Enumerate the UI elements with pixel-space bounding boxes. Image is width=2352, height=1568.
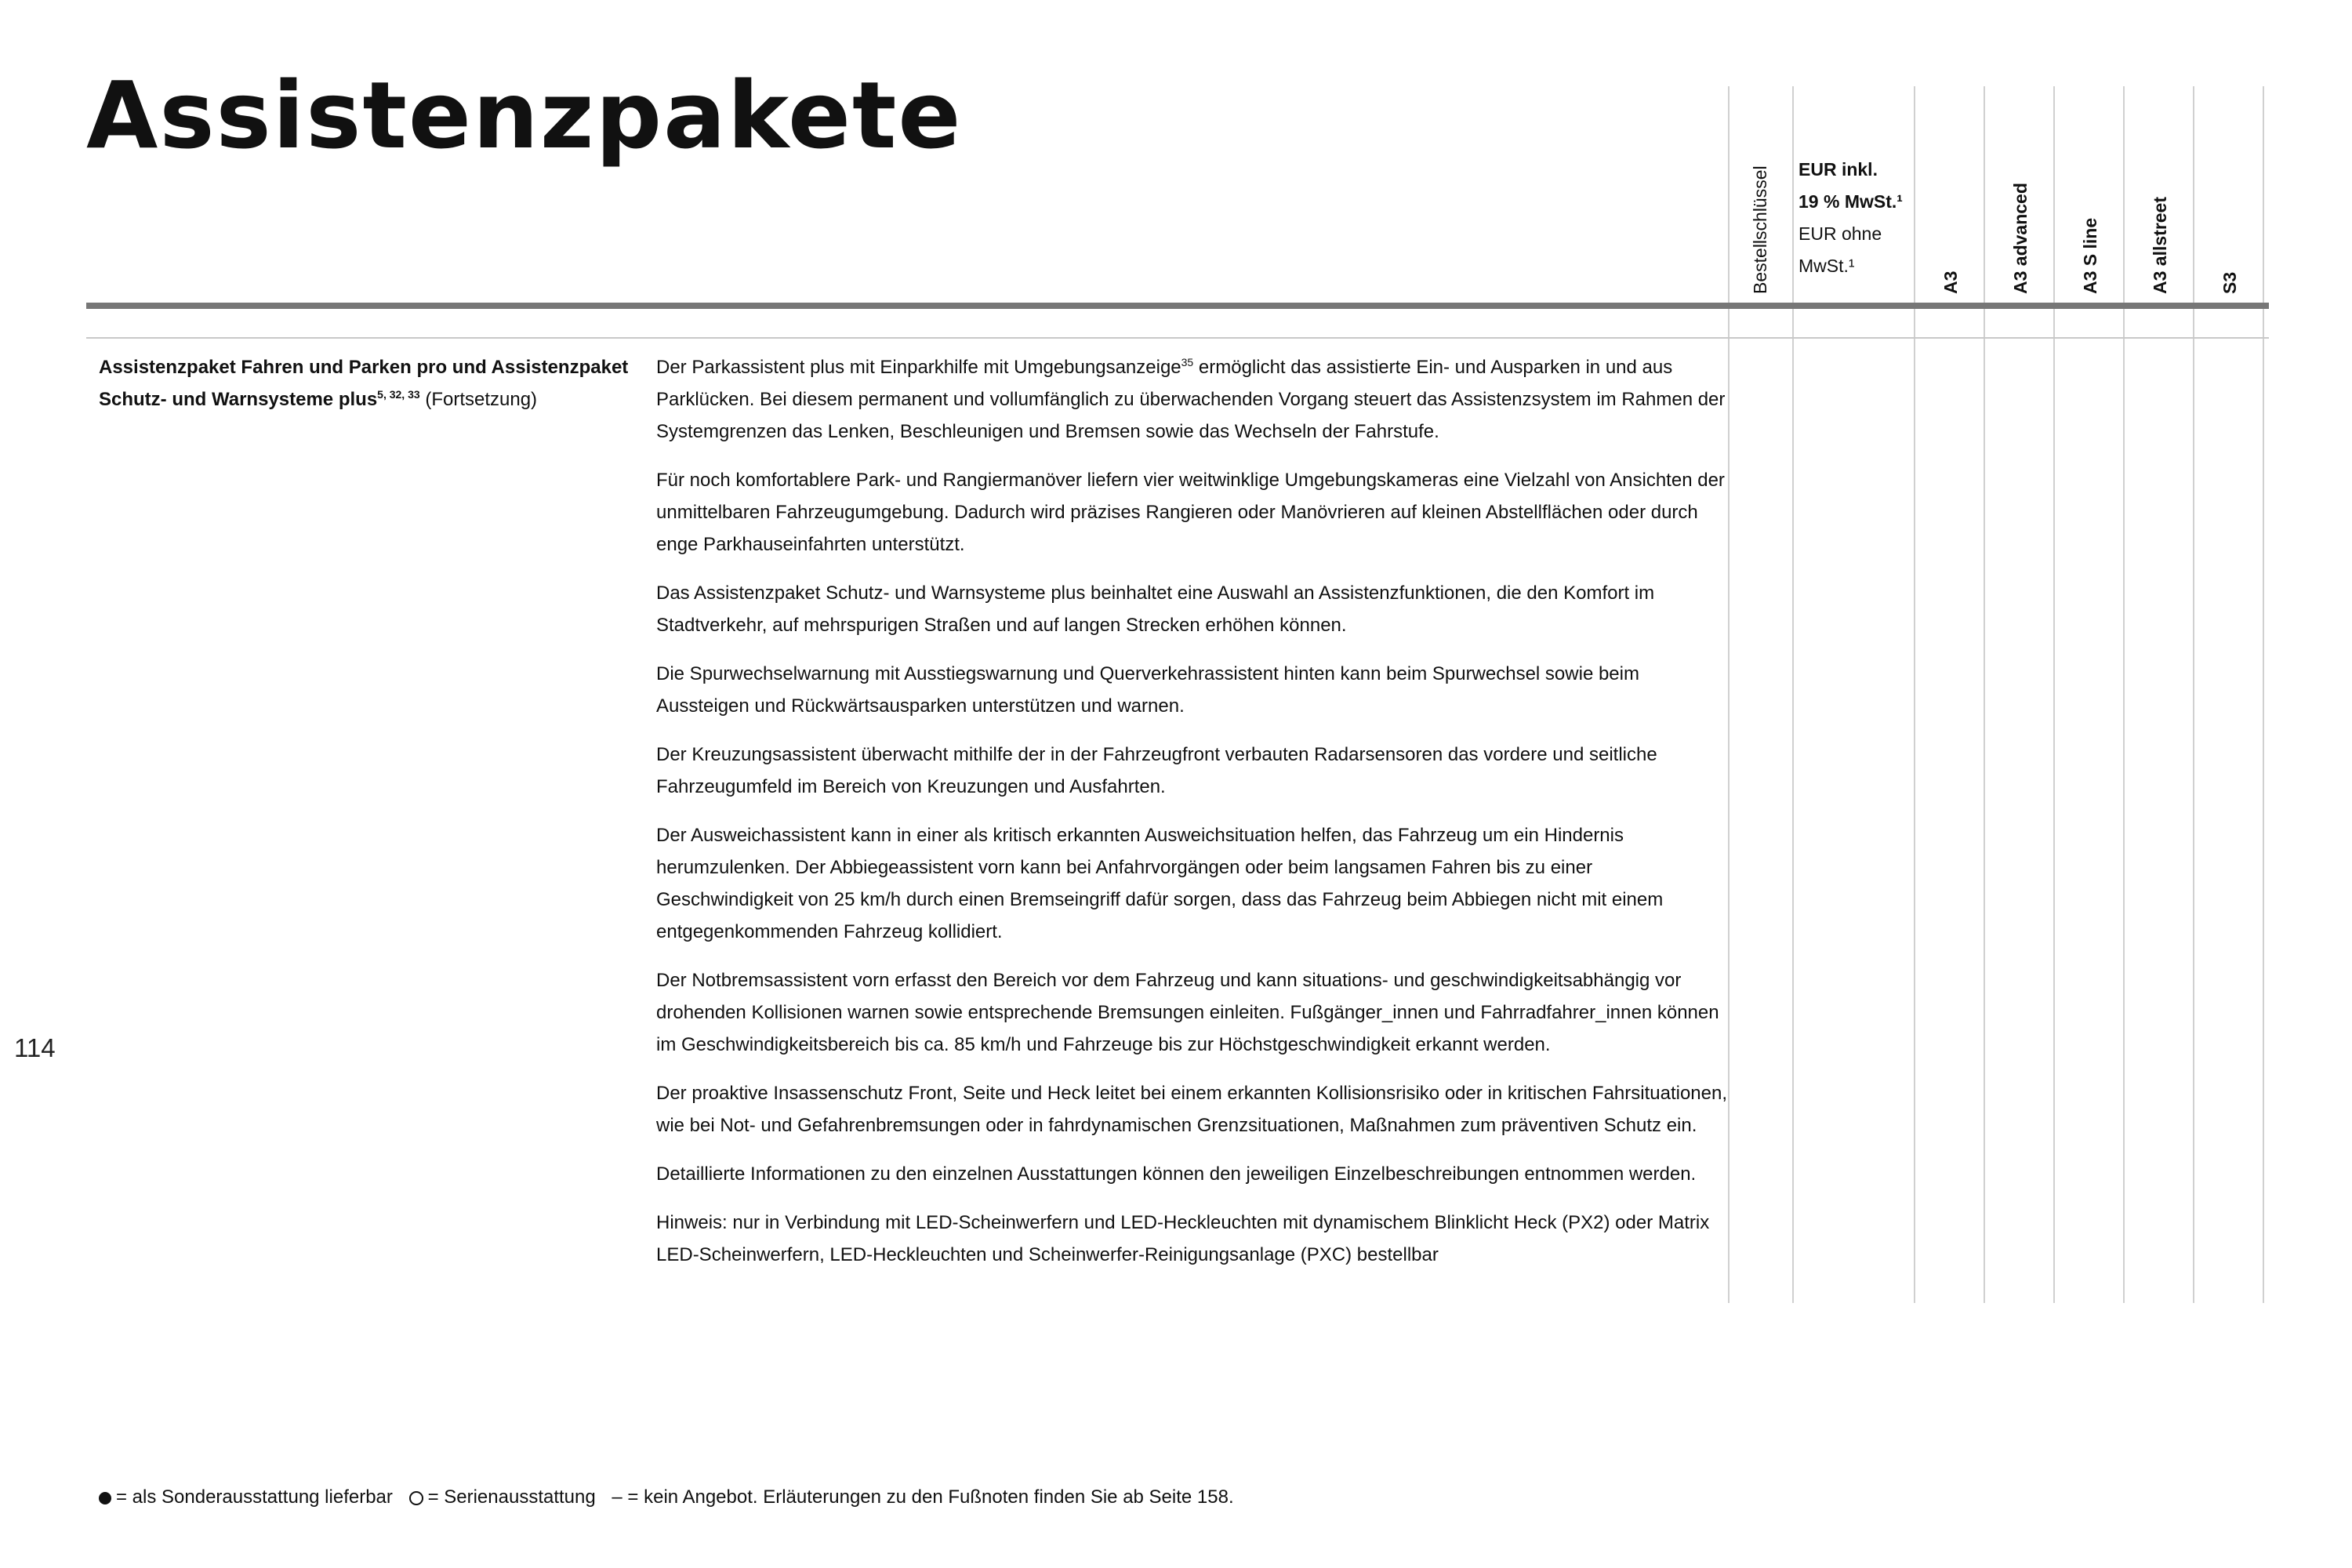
column-divider [2053, 86, 2055, 1303]
column-divider [2193, 86, 2194, 1303]
row-label [99, 351, 632, 416]
row-rule [86, 337, 2269, 339]
header-order-key: Bestellschlüssel [1750, 165, 1770, 294]
legend-optional: = als Sonderausstattung lieferbar [116, 1486, 393, 1508]
header-price-excl-2: MwSt.¹ [1798, 256, 1855, 276]
header-model-a3-allstreet: A3 allstreet [2150, 196, 2170, 294]
description-paragraph: Der Notbremsassistent vorn erfasst den Bereich vor dem Fahrzeug und kann situations- und geschwindigkeitsabhängig vor drohenden Kollisionen warnen sowie entsprechende Bremsungen einleiten. Fußgänger_innen und Fahrradfahrer_innen können im Geschwindigkeitsbereich bis ca. 85 km/h und Fahrzeuge bis zur Höchstgeschwindigkeit erkannt werden. [656, 970, 1719, 1055]
header-rule [86, 303, 2269, 309]
legend [99, 1481, 1234, 1513]
row-label-line1: Assistenzpaket Fahren und Parken pro und Assistenzpaket [99, 357, 629, 378]
para1-end: ermöglicht das assistierte Ein- und Ausparken in und aus Parklücken. Bei diesem permanent und vollumfänglich zu überwachenden Vorgang steuert das Assistenzsystem im Rahmen der Systemgrenzen das Lenken, Beschleunigen und Bremsen sowie das Wechseln der Fahrstufe. [656, 357, 1726, 442]
row-label-line2: Schutz- und Warnsysteme plus [99, 389, 378, 410]
page-number: 114 [14, 1033, 56, 1062]
description-paragraph: Für noch komfortablere Park- und Rangiermanöver liefern vier weitwinklige Umgebungskameras eine Vielzahl von Ansichten der unmittelbaren Fahrzeugumgebung. Dadurch wird präzises Rangieren oder Manövrieren auf kleinen Abstellflächen oder durch enge Parkhauseinfahrten unterstützt. [656, 470, 1725, 555]
header-price [1798, 154, 1916, 282]
column-divider [1792, 86, 1794, 1303]
para1-footnote: 35 [1181, 356, 1194, 368]
description-paragraph: Die Spurwechselwarnung mit Ausstiegswarnung und Querverkehrassistent hinten kann beim Spurwechsel sowie beim Aussteigen und Rückwärtsausparken unterstützen und warnen. [656, 663, 1639, 717]
header-model-a3-advanced: A3 advanced [2010, 183, 2031, 294]
description-paragraph [656, 351, 1734, 448]
description-paragraph: Detaillierte Informationen zu den einzelnen Ausstattungen können den jeweiligen Einzelbeschreibungen entnommen werden. [656, 1163, 1697, 1185]
description-paragraph: Der proaktive Insassenschutz Front, Seite und Heck leitet bei einem erkannten Kollisionsrisiko oder in kritischen Fahrsituationen, wie bei Not- und Gefahrenbremsungen oder in fahrdynamischen Grenzsituationen, Maßnahmen zum präventiven Schutz ein. [656, 1083, 1728, 1136]
row-label-footnotes: 5, 32, 33 [377, 388, 420, 401]
column-divider [1984, 86, 1985, 1303]
legend-standard: = Serienausstattung [427, 1486, 596, 1508]
column-divider [2263, 86, 2264, 1303]
description-paragraph: Der Ausweichassistent kann in einer als kritisch erkannten Ausweichsituation helfen, das Fahrzeug um ein Hindernis herumzulenken. Der Abbiegeassistent vorn kann bei Anfahrvorgängen oder beim langsamen Fahren bis zu einer Geschwindigkeit von 25 km/h durch einen Bremseingriff dafür sorgen, dass das Fahrzeug beim Abbiegen nicht mit einem entgegenkommenden Fahrzeug kollidiert. [656, 825, 1664, 942]
row-label-suffix: (Fortsetzung) [419, 389, 538, 410]
description-paragraph: Hinweis: nur in Verbindung mit LED-Scheinwerfern und LED-Heckleuchten mit dynamischem Blinklicht Heck (PX2) oder Matrix LED-Scheinwerfern, LED-Heckleuchten und Scheinwerfer-Reinigungsanlage (PXC) bestellbar [656, 1212, 1710, 1265]
description-paragraph: Der Kreuzungsassistent überwacht mithilfe der in der Fahrzeugfront verbauten Radarsensoren das vordere und seitliche Fahrzeugumfeld im Bereich von Kreuzungen und Ausfahrten. [656, 744, 1657, 797]
para1-start: Der Parkassistent plus mit Einparkhilfe mit Umgebungsanzeige [656, 357, 1181, 378]
description-paragraph: Das Assistenzpaket Schutz- und Warnsysteme plus beinhaltet eine Auswahl an Assistenzfunktionen, die den Komfort im Stadtverkehr, auf mehrspurigen Straßen und auf langen Strecken erhöhen können. [656, 583, 1655, 636]
header-price-incl-1: EUR inkl. [1798, 159, 1878, 180]
header-model-s3: S3 [2220, 271, 2240, 294]
header-model-a3: A3 [1940, 270, 1961, 294]
page-title: Assistenzpakete [86, 61, 963, 169]
filled-circle-icon [99, 1492, 111, 1504]
legend-none: – = kein Angebot. Erläuterungen zu den Fußnoten finden Sie ab Seite 158. [612, 1486, 1234, 1508]
column-divider [2123, 86, 2125, 1303]
header-model-a3-s-line: A3 S line [2080, 217, 2100, 294]
header-price-incl-2: 19 % MwSt.¹ [1798, 191, 1903, 212]
row-description [656, 351, 1734, 1287]
open-circle-icon [409, 1491, 423, 1505]
header-price-excl-1: EUR ohne [1798, 223, 1882, 244]
